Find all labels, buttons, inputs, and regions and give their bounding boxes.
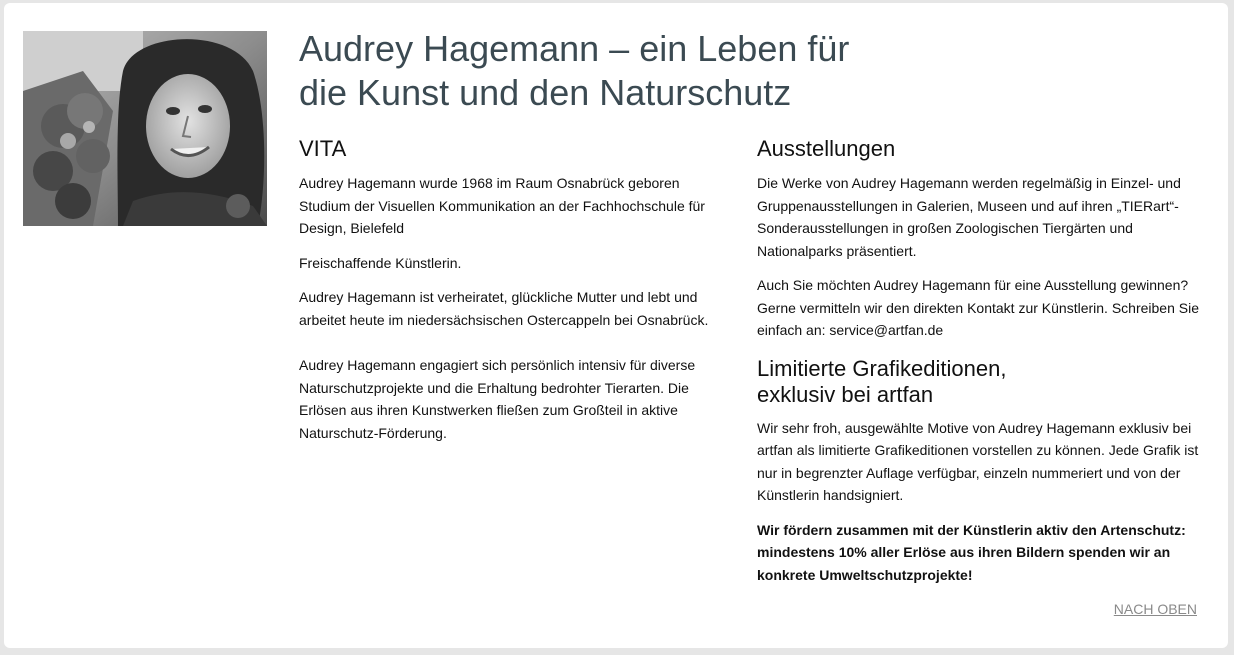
exhibitions-paragraph-contact: Auch Sie möchten Audrey Hagemann für eine Ausstellung gewinnen? Gerne vermitteln wir den direkten Kontakt zur Künstlerin. Schreiben Sie einfach an: service@artfan.de <box>757 277 1199 338</box>
exhibitions-heading: Ausstellungen <box>757 136 896 161</box>
page-title: Audrey Hagemann – ein Leben für die Kunst und den Naturschutz <box>299 28 850 113</box>
vita-paragraph-family: Audrey Hagemann ist verheiratet, glückliche Mutter und lebt und arbeitet heute im niedersächsischen Ostercappeln bei Osnabrück. <box>299 289 709 328</box>
artist-portrait-icon <box>23 31 267 226</box>
editions-paragraph-intro: Wir sehr froh, ausgewählte Motive von Audrey Hagemann exklusiv bei artfan als limitierte Grafikeditionen vorstellen zu können. Jede Grafik ist nur in begrenzter Auflage verfügbar, einzeln nummeriert und von der Künstlerin handsigniert. <box>757 419 1199 503</box>
vita-paragraph-engagement: Audrey Hagemann engagiert sich persönlich intensiv für diverse Naturschutzprojekte und die Erhaltung bedrohter Tierarten. Die Erlösen aus ihren Kunstwerken fließen zum Großteil in aktive Naturschutz-Förderung. <box>299 357 696 441</box>
editions-paragraph-pledge: Wir fördern zusammen mit der Künstlerin aktiv den Artenschutz: mindestens 10% aller Erlöse aus ihren Bildern spenden wir an konkrete Umweltschutzprojekte! <box>757 521 1186 583</box>
back-to-top-link[interactable]: NACH OBEN <box>1113 601 1197 617</box>
vita-spacer <box>299 343 729 354</box>
vita-heading: VITA <box>299 136 347 161</box>
vita-paragraph-birth: Audrey Hagemann wurde 1968 im Raum Osnabrück geboren Studium der Visuellen Kommunikation an der Fachhochschule für Design, Bielefeld <box>299 175 705 236</box>
content-card <box>4 3 1228 648</box>
exhibitions-paragraph-intro: Die Werke von Audrey Hagemann werden regelmäßig in Einzel- und Gruppenausstellungen in Galerien, Museen und auf ihren „TIERart“-Sonderausstellungen in großen Zoologischen Tiergärten und Nationalparks präsentiert. <box>757 175 1181 259</box>
vita-section <box>299 135 729 456</box>
right-column <box>757 135 1207 598</box>
vita-paragraph-profession: Freischaffende Künstlerin. <box>299 254 462 271</box>
artist-portrait-image <box>23 31 267 226</box>
editions-heading: Limitierte Grafikeditionen, exklusiv bei artfan <box>757 355 1007 407</box>
